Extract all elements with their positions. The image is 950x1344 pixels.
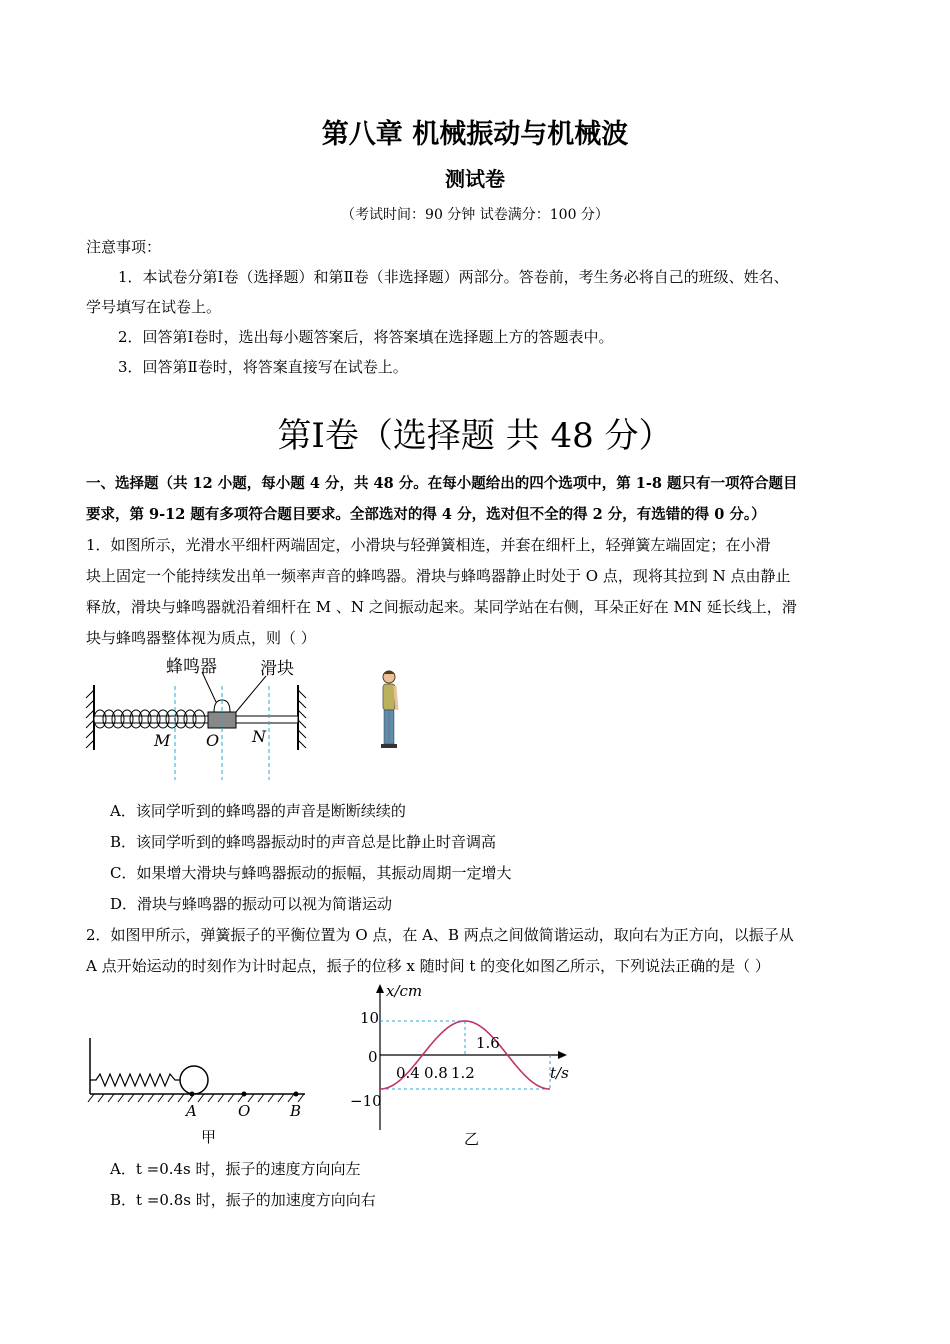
q1-text-1: 1．如图所示，光滑水平细杆两端固定，小滑块与轻弹簧相连，并套在细杆上，轻弹簧左端固定；在小滑 <box>86 536 771 554</box>
label-O2: O <box>238 1102 251 1120</box>
caption-yi: 乙 <box>464 1130 480 1148</box>
q2-option-a[interactable]: A．t =0.4s 时，振子的速度方向向左 <box>110 1160 361 1178</box>
q2-figure-left <box>80 1030 330 1150</box>
exam-info: （考试时间：90 分钟 试卷满分：100 分） <box>341 207 609 223</box>
x-axis-label: t/s <box>550 1064 569 1082</box>
label-M: M <box>154 731 171 750</box>
x-tick-0.4: 0.4 <box>396 1064 420 1082</box>
student-figure <box>381 671 397 749</box>
q1-text-4: 块与蜂鸣器整体视为质点，则（ ） <box>86 629 316 647</box>
label-B: B <box>290 1102 302 1120</box>
y-tick-0: 0 <box>368 1048 378 1066</box>
page-title: 第八章 机械振动与机械波 <box>321 119 629 150</box>
label-buzzer: 蜂鸣器 <box>166 657 217 677</box>
q2-text-2: A 点开始运动的时刻作为计时起点，振子的位移 x 随时间 t 的变化如图乙所示，下列说法正确的是（ ） <box>86 957 770 975</box>
x-axis-arrow <box>558 1051 567 1059</box>
q2-chart <box>340 980 590 1150</box>
oscillator-ball <box>180 1066 208 1094</box>
y-tick-neg10: −10 <box>350 1092 382 1110</box>
q1-figure <box>80 650 440 790</box>
y-axis-label: x/cm <box>386 982 423 1000</box>
label-N: N <box>252 727 266 746</box>
y-tick-10: 10 <box>360 1009 380 1027</box>
q1-option-a[interactable]: A．该同学听到的蜂鸣器的声音是断断续续的 <box>110 802 406 820</box>
q1-text-3: 释放，滑块与蜂鸣器就沿着细杆在 M 、N 之间振动起来。某同学站在右侧，耳朵正好在 MN 延长线上，滑 <box>86 598 797 616</box>
q2-option-b[interactable]: B．t =0.8s 时，振子的加速度方向向右 <box>110 1191 376 1209</box>
x-tick-1.2: 1.2 <box>451 1064 475 1082</box>
y-axis-arrow <box>376 984 384 993</box>
section-instructions-1: 一、选择题（共 12 小题，每小题 4 分，共 48 分。在每小题给出的四个选项中，第 1-8 题只有一项符合题目 <box>86 475 798 492</box>
caption-jia: 甲 <box>201 1128 217 1146</box>
q1-option-c[interactable]: C．如果增大滑块与蜂鸣器振动的振幅，其振动周期一定增大 <box>110 864 512 882</box>
notes-heading: 注意事项： <box>86 238 162 256</box>
label-O: O <box>206 731 220 750</box>
x-tick-1.6: 1.6 <box>476 1034 500 1052</box>
q1-option-b[interactable]: B．该同学听到的蜂鸣器振动时的声音总是比静止时音调高 <box>110 833 497 851</box>
q1-option-d[interactable]: D．滑块与蜂鸣器的振动可以视为简谐运动 <box>110 895 393 913</box>
note-item-1-cont: 学号填写在试卷上。 <box>86 298 222 316</box>
label-slider: 滑块 <box>260 659 294 679</box>
note-item-2: 2．回答第Ⅰ卷时，选出每小题答案后，将答案填在选择题上方的答题表中。 <box>118 328 614 346</box>
section-title: 第Ⅰ卷（选择题 共 48 分） <box>277 416 673 456</box>
note-item-1: 1．本试卷分第Ⅰ卷（选择题）和第Ⅱ卷（非选择题）两部分。答卷前，考生务必将自己的班级、姓名、 <box>118 268 789 286</box>
q2-text-1: 2．如图甲所示，弹簧振子的平衡位置为 O 点，在 A、B 两点之间做简谐运动，取向右为正方向，以振子从 <box>86 926 794 944</box>
q1-text-2: 块上固定一个能持续发出单一频率声音的蜂鸣器。滑块与蜂鸣器静止时处于 O 点，现将其拉到 N 点由静止 <box>86 567 791 585</box>
q2-spring <box>90 1074 180 1086</box>
page-subtitle: 测试卷 <box>445 167 505 191</box>
section-instructions-2: 要求，第 9-12 题有多项符合题目要求。全部选对的得 4 分，选对但不全的得 2 分，有选错的得 0 分。） <box>86 506 766 523</box>
note-item-3: 3．回答第Ⅱ卷时，将答案直接写在试卷上。 <box>118 358 408 376</box>
label-A: A <box>186 1102 197 1120</box>
x-tick-0.8: 0.8 <box>424 1064 448 1082</box>
